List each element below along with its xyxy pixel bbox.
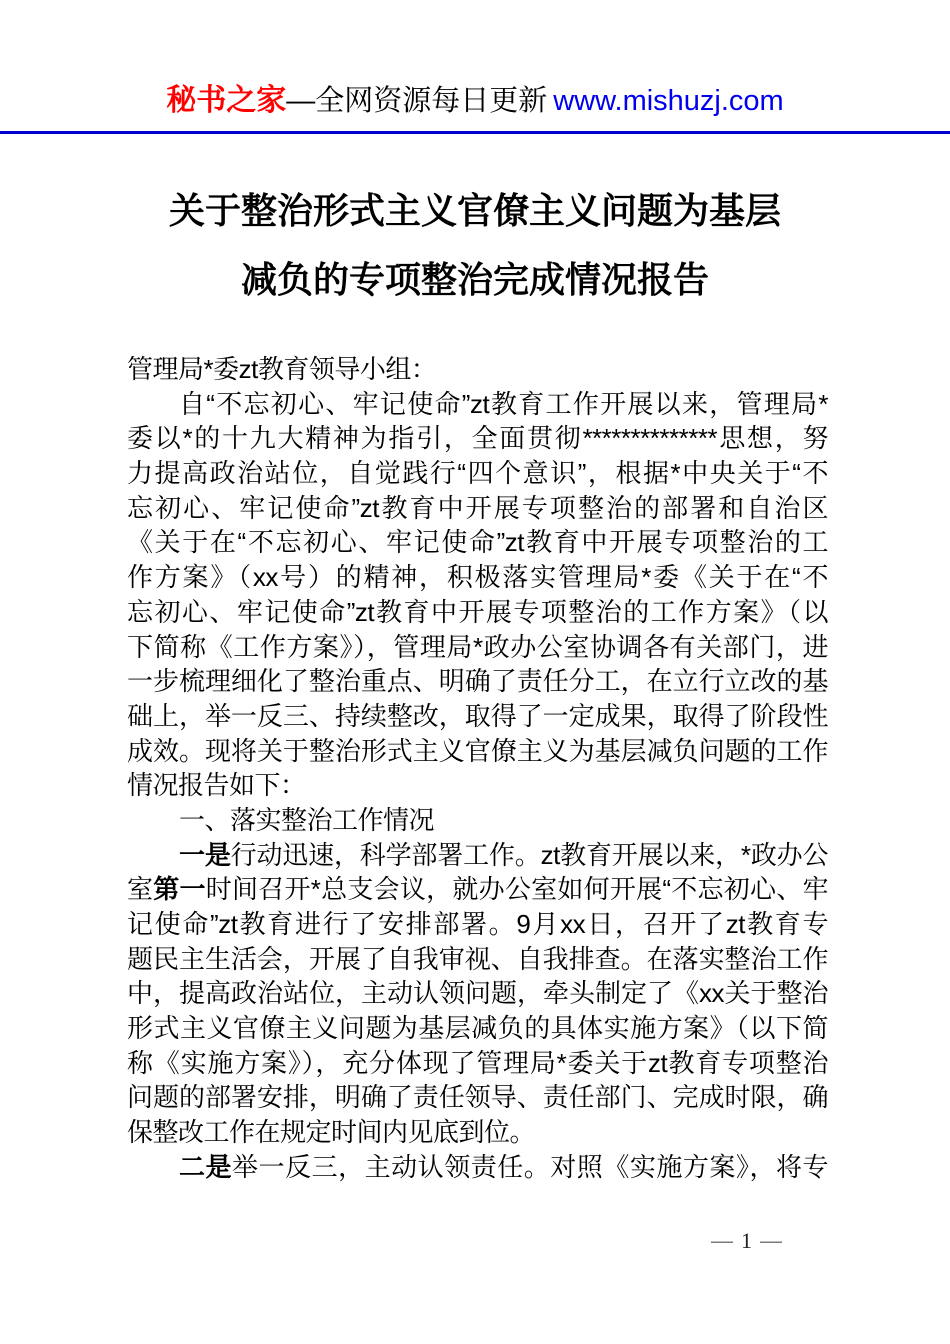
body-text-run: 形式主义官僚主义问题为基层减负的具体实施方案》（以下简 bbox=[127, 1013, 828, 1044]
body-text-run: 一步梳理细化了整治重点、明确了责任分工，在立行立改的基 bbox=[127, 666, 828, 697]
body-text-run: 情况报告如下： bbox=[127, 770, 306, 801]
body-text-run: 力提高政治站位，自觉践行“四个意识”，根据*中央关于“不 bbox=[127, 458, 828, 489]
body-line bbox=[127, 768, 828, 803]
body-text-run: 成效。现将关于整治形式主义官僚主义为基层减负问题的工作 bbox=[127, 735, 828, 766]
body-line bbox=[127, 664, 828, 699]
body-bold-run: 第一 bbox=[153, 874, 206, 905]
body-text-run: 自“不忘初心、牢记使命”zt教育工作开展以来，管理局* bbox=[179, 388, 828, 419]
page-number-dash-right: — bbox=[760, 1228, 782, 1253]
body-line bbox=[127, 456, 828, 491]
body-line bbox=[127, 387, 828, 422]
body-text-run: 忘初心、牢记使命”zt教育中开展专项整治的工作方案》（以 bbox=[127, 596, 828, 627]
body-text-run: 管理局*委zt教育领导小组： bbox=[127, 354, 437, 384]
body-text-run: 行动迅速，科学部署工作。zt教育开展以来，*政办公 bbox=[230, 839, 828, 870]
body-line bbox=[127, 838, 828, 873]
document-title bbox=[0, 176, 950, 314]
body-text-run: 记使命”zt教育进行了安排部署。9月xx日，召开了zt教育专 bbox=[127, 909, 828, 939]
body-line bbox=[127, 907, 828, 942]
body-line bbox=[127, 976, 828, 1011]
page-number-dash-left: — bbox=[711, 1228, 733, 1253]
body-text-run: 室 bbox=[127, 874, 154, 905]
body-text-run: 《关于在“不忘初心、牢记使命”zt教育中开展专项整治的工 bbox=[127, 527, 828, 558]
body-line bbox=[127, 1080, 828, 1115]
body-text-run: 忘初心、牢记使命”zt教育中开展专项整治的部署和自治区 bbox=[127, 492, 828, 523]
page-number-footer bbox=[711, 1226, 782, 1256]
body-bold-run: 一是 bbox=[179, 839, 231, 870]
site-url-text: www.mishuzj.com bbox=[553, 85, 784, 117]
document-body bbox=[127, 352, 828, 1185]
body-text-run: 问题的部署安排，明确了责任领导、责任部门、完成时限，确 bbox=[127, 1082, 828, 1113]
body-text-run: 称《实施方案》），充分体现了管理局*委关于zt教育专项整治 bbox=[127, 1047, 828, 1078]
body-text-run: 题民主生活会，开展了自我审视、自我排查。在落实整治工作 bbox=[127, 943, 828, 974]
body-text-run: 举一反三，主动认领责任。对照《实施方案》，将专 bbox=[232, 1151, 828, 1182]
body-text-run: 作方案》（xx号）的精神，积极落实管理局*委《关于在“不 bbox=[127, 562, 828, 593]
page-number: 1 bbox=[741, 1228, 752, 1253]
body-text-run: 时间召开*总支会议，就办公室如何开展“不忘初心、牢 bbox=[205, 874, 828, 905]
header-divider bbox=[0, 131, 950, 134]
body-text-run: 础上，举一反三、持续整改，取得了一定成果，取得了阶段性 bbox=[127, 700, 828, 731]
body-line bbox=[127, 421, 828, 456]
body-line bbox=[127, 525, 828, 560]
body-line bbox=[127, 734, 828, 769]
body-line bbox=[127, 491, 828, 526]
body-line bbox=[127, 699, 828, 734]
body-line bbox=[127, 1011, 828, 1046]
body-line bbox=[127, 352, 828, 387]
body-line bbox=[127, 1046, 828, 1081]
body-text-run: 下简称《工作方案》），管理局*政办公室协调各有关部门，进 bbox=[127, 631, 828, 662]
body-line bbox=[127, 803, 828, 838]
body-line bbox=[127, 1115, 828, 1150]
body-line bbox=[127, 595, 828, 630]
body-text-run: 委以*的十九大精神为指引，全面贯彻**************思想，努 bbox=[127, 423, 828, 454]
body-text-run: 中，提高政治站位，主动认领问题，牵头制定了《xx关于整治 bbox=[127, 978, 828, 1009]
letterhead bbox=[0, 82, 950, 120]
title-line-2: 减负的专项整治完成情况报告 bbox=[240, 259, 709, 300]
body-line bbox=[127, 560, 828, 595]
body-line bbox=[127, 630, 828, 665]
site-brand-text: 秘书之家 bbox=[166, 84, 287, 117]
site-tagline-text: —全网资源每日更新 bbox=[286, 85, 548, 117]
title-line-1: 关于整治形式主义官僚主义问题为基层 bbox=[168, 190, 781, 231]
body-line bbox=[127, 942, 828, 977]
body-text-run: 一、落实整治工作情况 bbox=[179, 804, 435, 835]
body-text-run: 保整改工作在规定时间内见底到位。 bbox=[127, 1117, 536, 1148]
body-bold-run: 二是 bbox=[179, 1151, 233, 1182]
body-line bbox=[127, 1150, 828, 1185]
body-line bbox=[127, 872, 828, 907]
